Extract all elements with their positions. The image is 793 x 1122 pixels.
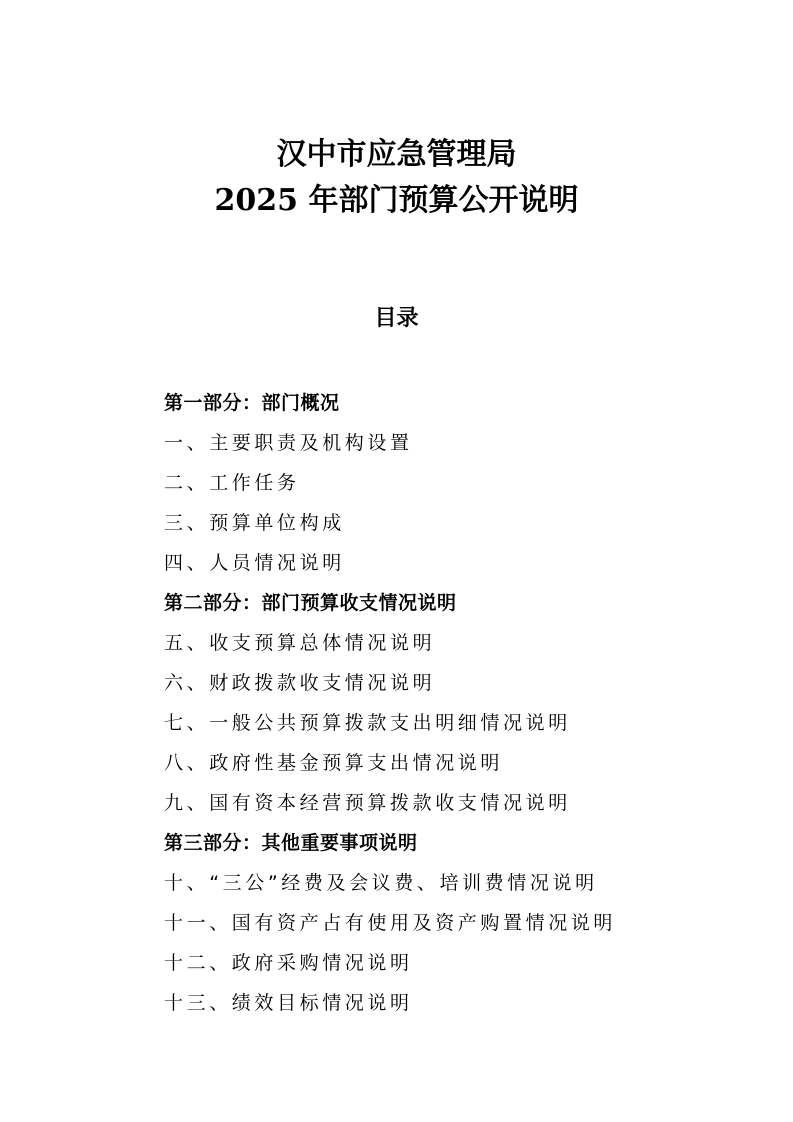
table-of-contents	[164, 383, 616, 1023]
toc-item-9: 九、国有资本经营预算拨款收支情况说明	[164, 792, 571, 814]
toc-item-6: 六、财政拨款收支情况说明	[164, 672, 436, 694]
toc-item-12: 十二、政府采购情况说明	[164, 952, 413, 974]
toc-item-11: 十一、国有资产占有使用及资产购置情况说明	[164, 912, 617, 934]
toc-item-3: 三、预算单位构成	[164, 512, 345, 534]
toc-item-2: 二、工作任务	[164, 472, 300, 494]
toc-item-4: 四、人员情况说明	[164, 552, 345, 574]
toc-part-3: 第三部分：其他重要事项说明	[164, 832, 418, 854]
toc-part-2: 第二部分：部门预算收支情况说明	[164, 592, 457, 614]
document-title-line-2: 2025 年部门预算公开说明	[214, 183, 579, 218]
toc-item-5: 五、收支预算总体情况说明	[164, 632, 436, 654]
toc-item-8: 八、政府性基金预算支出情况说明	[164, 752, 504, 774]
document-title-line-1: 汉中市应急管理局	[276, 137, 517, 172]
toc-item-1: 一、主要职责及机构设置	[164, 432, 413, 454]
toc-item-10: 十、“三公”经费及会议费、培训费情况说明	[164, 872, 598, 894]
toc-part-1: 第一部分：部门概况	[164, 392, 340, 414]
toc-item-7: 七、一般公共预算拨款支出明细情况说明	[164, 712, 571, 734]
toc-heading: 目录	[374, 306, 419, 331]
toc-item-13: 十三、绩效目标情况说明	[164, 992, 413, 1014]
